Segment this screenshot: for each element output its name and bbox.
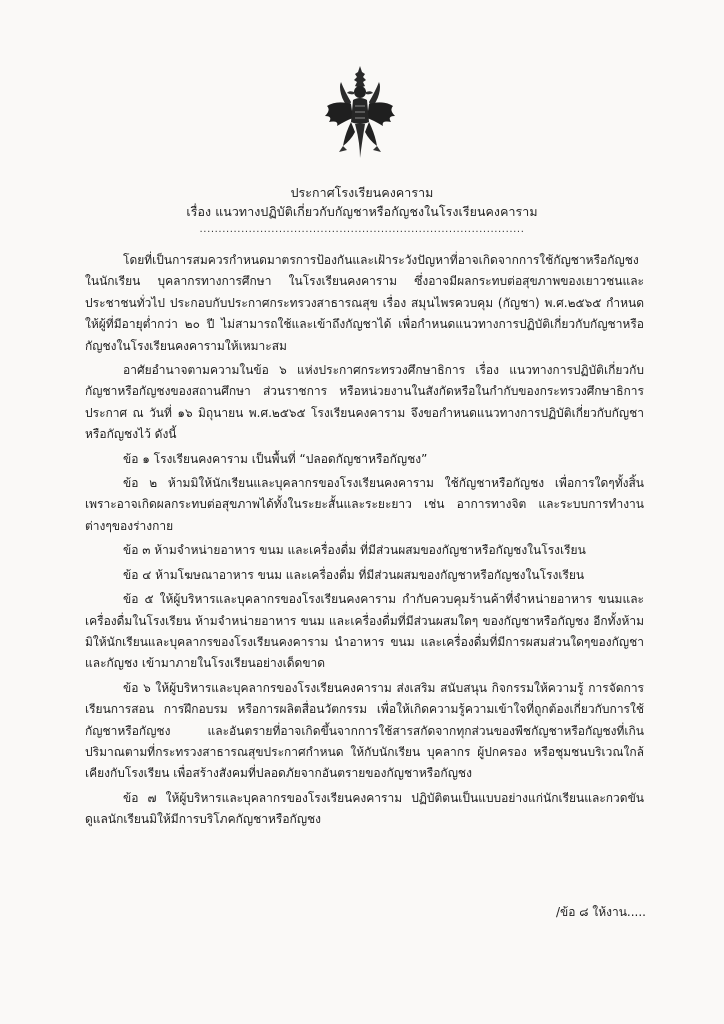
clause-7: ข้อ ๗ ให้ผู้บริหารและบุคลากรของโรงเรียนคงคาราม ปฏิบัติตนเป็นแบบอย่างแก่นักเรียนและกวดขันดูแลนักเรียนมิให้มีการบริโภคกัญชาหรือกัญชง [85,790,644,827]
clause-2: ข้อ ๒ ห้ามมิให้นักเรียนและบุคลากรของโรงเรียนคงคาราม ใช้กัญชาหรือกัญชง เพื่อการใดๆทั้งสิ้น เพราะอาจเกิดผลกระทบต่อสุขภาพได้ทั้งในระยะสั้นและระยะยาว เช่น อาการทางจิต และระบบการทำงานต่างๆของร่างกาย [85,476,644,533]
announcement-subject: เรื่อง แนวทางปฏิบัติเกี่ยวกับกัญชาหรือกัญชงในโรงเรียนคงคาราม [186,204,538,219]
document-body [85,250,644,831]
clause-4: ข้อ ๔ ห้ามโฆษณาอาหาร ขนม และเครื่องดื่ม ที่มีส่วนผสมของกัญชาหรือกัญชงในโรงเรียน [123,567,585,582]
continuation-note: /ข้อ ๘ ให้งาน..... [556,905,646,919]
preamble-paragraph: โดยที่เป็นการสมควรกำหนดมาตรการป้องกันและเฝ้าระวังปัญหาที่อาจเกิดจากการใช้กัญชาหรือกัญชงในนักเรียน บุคลากรทางการศึกษา ในโรงเรียนคงคาราม ซึ่งอาจมีผลกระทบต่อสุขภาพของเยาวชนและประชาชนทั่วไป ประกอบกับประกาศกระทรวงสาธารณสุข เรื่อง สมุนไพรควบคุม (กัญชา) พ.ศ.๒๕๖๕ กำหนดให้ผู้ที่มีอายุต่ำกว่า ๒๐ ปี ไม่สามารถใช้และเข้าถึงกัญชาได้ เพื่อกำหนดแนวทางการปฏิบัติเกี่ยวกับกัญชาหรือกัญชงในโรงเรียนคงคารามให้เหมาะสม [85,253,644,353]
title-separator: ...................................................................................... [199,224,525,235]
clause-5: ข้อ ๕ ให้ผู้บริหารและบุคลากรของโรงเรียนคงคาราม กำกับควบคุมร้านค้าที่จำหน่ายอาหาร ขนมและเครื่องดื่มในโรงเรียน ห้ามจำหน่ายอาหาร ขนม และเครื่องดื่มที่มีส่วนผสมใดๆ ของกัญชาหรือกัญชง อีกทั้งห้ามมิให้นักเรียนและบุคลากรของโรงเรียนคงคาราม นำอาหาร ขนม และเครื่องดื่มที่มีการผสมส่วนใดๆของกัญชาและกัญชง เข้ามาภายในโรงเรียนอย่างเด็ดขาด [85,592,644,671]
clause-1: ข้อ ๑ โรงเรียนคงคาราม เป็นพื้นที่ “ปลอดกัญชาหรือกัญชง” [123,451,428,466]
authority-paragraph: อาศัยอำนาจตามความในข้อ ๖ แห่งประกาศกระทรวงศึกษาธิการ เรื่อง แนวทางการปฏิบัติเกี่ยวกับกัญชาหรือกัญชงของสถานศึกษา ส่วนราชการ หรือหน่วยงานในสังกัดหรือในกำกับของกระทรวงศึกษาธิการ ประกาศ ณ วันที่ ๑๖ มิถุนายน พ.ศ.๒๕๖๕ โรงเรียนคงคาราม จึงขอกำหนดแนวทางการปฏิบัติเกี่ยวกับกัญชาหรือกัญชงไว้ ดังนี้ [85,363,644,442]
announcement-title: ประกาศโรงเรียนคงคาราม [290,185,434,200]
garuda-emblem-icon [321,62,399,162]
clause-3: ข้อ ๓ ห้ามจำหน่ายอาหาร ขนม และเครื่องดื่ม ที่มีส่วนผสมของกัญชาหรือกัญชงในโรงเรียน [123,543,586,558]
clause-6: ข้อ ๖ ให้ผู้บริหารและบุคลากรของโรงเรียนคงคาราม ส่งเสริม สนับสนุน กิจกรรมให้ความรู้ การจัดการเรียนการสอน การฝึกอบรม หรือการผลิตสื่อนวัตกรรม เพื่อให้เกิดความรู้ความเข้าใจที่ถูกต้องเกี่ยวกับการใช้กัญชาหรือกัญชง และอันตรายที่อาจเกิดขึ้นจากการใช้สารสกัดจากทุกส่วนของพืชกัญชาหรือกัญชงที่เกินปริมาณตามที่กระทรวงสาธารณสุขประกาศกำหนด ให้กับนักเรียน บุคลากร ผู้ปกครอง หรือชุมชนบริเวณใกล้เคียงกับโรงเรียน เพื่อสร้างสังคมที่ปลอดภัยจากอันตรายของกัญชาหรือกัญชง [85,680,644,781]
